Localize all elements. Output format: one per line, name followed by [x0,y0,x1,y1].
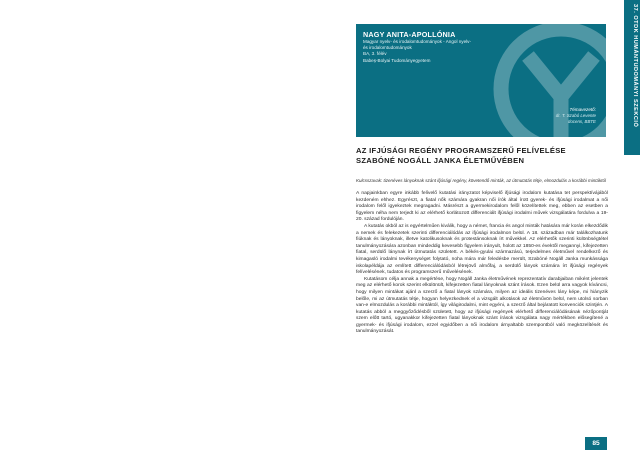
mentor-title: Témavezető: [569,107,596,112]
author-semester: BA, 3. félév [363,51,387,57]
author-header-box [356,24,606,137]
page-number: 85 [592,440,600,447]
keywords [356,178,608,184]
body-paragraph: A kutatás okból az is egyértelműen kiválik, hogy a német, francia és angol minták hatására már korán elkezdődik a nemek és felekezetek szerinti differenciálódás az ifjúsági irodalmon belül. A 18. században már találkozhatunk fiúknak és lányoknak, illetve katolikusoknak és protestánsoknak írt művekkel. Az elérhetők szerinti különbségtétel tanulmányozására azonban mindeddig kevesebb figyelem irányult, holott az 1850-es évektől megannyi, kifejezetten fiatal, serdülő lánynak írt útmutatás született. A békés-gyulai származású, terjedelmes életművel rendelkező és kimagasló irodalmi tevékenységet folytató, noha mára már feledésbe merült, Szabóné Nogáll Janka munkássága iskolapéldája az említett differenciálódásból létrejövő almőfaj, a serdülő lányok számára írt ifjúsági regények felívelésének, tudatos és programszerű művelésének. [356,223,608,276]
mentor-affiliation: docens, BBTE [567,118,596,124]
article-title [356,146,608,166]
author-university: Babeș-Bolyai Tudományegyetem [363,57,431,63]
mentor-name: dr. T. Szabó Levente [555,113,596,118]
author-name: NAGY ANITA-APOLLÓNIA [363,30,456,39]
author-program-line: Magyar nyelv- és irodalomtudományok - Angol nyelv- [363,39,472,44]
article-title-line: SZABÓNÉ NOGÁLL JANKA ÉLETMŰVÉBEN [356,156,525,165]
article-title-line: AZ IFJÚSÁGI REGÉNY PROGRAMSZERŰ FELÍVELÉSE [356,146,566,155]
author-program-line: és irodalomtudományok [363,45,412,51]
body-paragraph: Kutatásom célja annak a megértése, hogy Nogáll Janka életművének reprezentatív darabjaiban miként jelentek meg az elérhető korok szerint elkülönült, kifejezetten fiatal lányoknak szánt írások. Ezen belül arra vagyok kíváncsi, hogy milyen mintákat ajánl a szerző a fiatal lányok számára, milyen az ideális tizenéves lány képe, mi hiányzik belőle, mi az útmutatás tétje, hogyan helyezkednek el a vizsgált alkotások az életművön belül, nem utolsó sorban van-e elmozdulás a korábbi mintáktól, így világirodalmi, mint egyéni, a szerző által bejáratott konvenciók szintjén. A kutatás abból a meggyőződésből született, hogy az ifjúsági regények elérhető differenciálódásának nézőpontját szem előtt tartó, ugyanakkor kifejezetten fiatal lányoknak szánt írások vizsgálata nagy mértékben elősegítené a gyermek- és ifjúsági irodalom, ezzel egyidőben a női irodalom árnyaltabb szempontból való megközelítését és tanulmányozását. [356,276,608,335]
author-info [363,30,533,64]
article-body [356,170,608,410]
body-paragraph: A napjainkban egyre inkább felívelő kutatási irányzatot képviselő ifjúsági irodalom kutatása tet perspektívájából kezdeném ehhez. Egyrészt, a fiatal nők számára gyakran női írók által írott gyerek- és ifjúsági irodalmat a női irodalom felől igyekeztek megragadni. Másrészt a gyermekirodalom felől közelítettek meg, ebben az esetben a figyelem néha nem terjedt ki az elérhető korlátozott differenciált ifjúsági irodalmi művek vizsgálatára fordulva a 19-20. század fordulóján. [356,191,608,223]
section-side-label: 37. OTDK HUMÁNTUDOMÁNYI SZEKCIÓ [632,4,638,128]
mentor-info [556,107,596,125]
keywords-text: tizenéves lányoknak szánt ifjúsági regény, követendő minták, az útmutatás tétje, elmozdulás a korábbi mintáktól [382,178,607,183]
keywords-label: Kulcsszavak: [356,178,383,183]
